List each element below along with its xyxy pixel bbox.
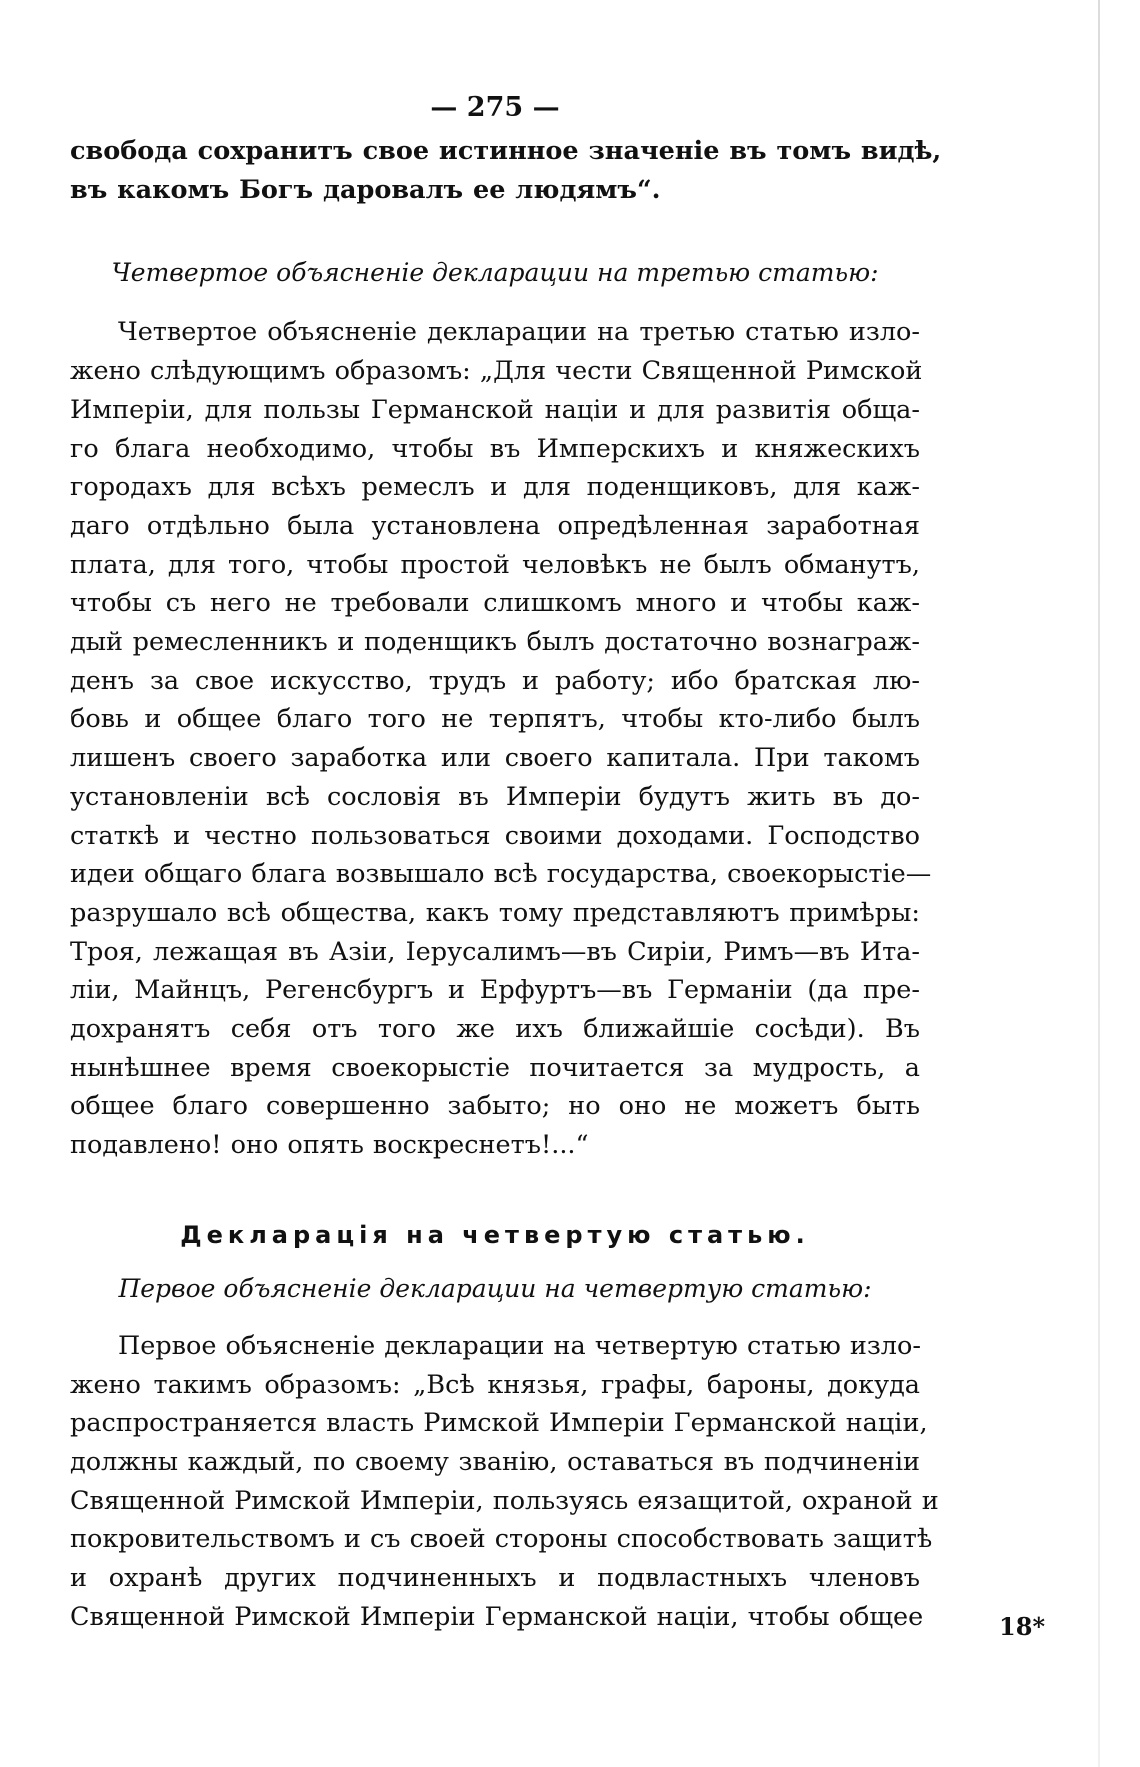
text-line: и охранѣ других подчиненныхъ и подвластныхъ членовъ bbox=[70, 1563, 920, 1594]
text-line: покровительствомъ и съ своей стороны способствовать защитѣ bbox=[70, 1524, 933, 1555]
text-line: Имперіи, для пользы Германской націи и для развитія обща- bbox=[70, 394, 920, 425]
text-line: жено такимъ образомъ: „Всѣ князья, графы, бароны, докуда bbox=[70, 1369, 920, 1400]
text-line: дый ремесленникъ и поденщикъ былъ достаточно вознаграж- bbox=[70, 627, 920, 658]
text-line: жено слѣдующимъ образомъ: „Для чести Священной Римской bbox=[70, 356, 923, 387]
text-line: распространяется власть Римской Имперіи Германской націи, bbox=[70, 1408, 928, 1439]
text-line: нынѣшнее время своекорыстіе почитается за мудрость, а bbox=[70, 1052, 920, 1083]
text-line: денъ за свое искусство, трудъ и работу; ибо братская лю- bbox=[70, 665, 920, 696]
subheading-fourth-article: Первое объясненіе декларации на четвертую статью: bbox=[118, 1273, 872, 1303]
text-line: общее благо совершенно забыто; но оно не можетъ быть bbox=[70, 1091, 920, 1122]
text-line: Священной Римской Имперіи Германской націи, чтобы общее bbox=[70, 1601, 924, 1632]
text-line: установленіи всѣ сословія въ Имперіи будутъ жить въ до- bbox=[70, 781, 920, 812]
text-line: Четвертое объясненіе декларации на третью статью изло- bbox=[118, 317, 920, 348]
paragraph-first-explanation bbox=[70, 1327, 939, 1637]
section-title-fourth-article: Декларація на четвертую статью. bbox=[180, 1220, 810, 1249]
text-line: Троя, лежащая въ Азіи, Іерусалимъ—въ Сиріи, Римъ—въ Ита- bbox=[70, 936, 920, 967]
text-line: подавлено! оно опять воскреснетъ!...“ bbox=[70, 1130, 589, 1161]
text-line: должны каждый, по своему званію, оставаться въ подчиненіи bbox=[70, 1446, 920, 1477]
text-line: дохранятъ себя отъ того же ихъ ближайшіе сосѣди). Въ bbox=[70, 1014, 920, 1045]
text-line: чтобы съ него не требовали слишкомъ много и чтобы каж- bbox=[70, 588, 920, 619]
text-line: даго отдѣльно была установлена опредѣленная заработная bbox=[70, 510, 920, 541]
subheading-third-article: Четвертое объясненіе декларации на третью статью: bbox=[111, 258, 879, 288]
paragraph-fourth-explanation bbox=[70, 313, 932, 1164]
text-line: въ какомъ Богъ даровалъ ее людямъ“. bbox=[70, 174, 661, 205]
text-line: ліи, Майнцъ, Регенсбургъ и Ерфуртъ—въ Германіи (да пре- bbox=[70, 975, 920, 1006]
text-line: лишенъ своего заработка или своего капитала. При такомъ bbox=[70, 743, 920, 774]
text-line: городахъ для всѣхъ ремеслъ и для поденщиковъ, для каж- bbox=[70, 472, 920, 503]
text-line: Первое объясненіе декларации на четвертую статью изло- bbox=[118, 1330, 921, 1361]
text-line: бовь и общее благо того не терпятъ, чтобы кто-либо былъ bbox=[70, 704, 920, 735]
page-edge-shadow bbox=[1098, 0, 1100, 1767]
text-line: го блага необходимо, чтобы въ Имперскихъ и княжескихъ bbox=[70, 433, 920, 464]
text-line: плата, для того, чтобы простой человѣкъ не былъ обманутъ, bbox=[70, 549, 920, 580]
book-page bbox=[70, 90, 942, 1740]
text-line: Священной Римской Имперіи, пользуясь еязащитой, охраной и bbox=[70, 1485, 939, 1516]
text-line: статкѣ и честно пользоваться своими доходами. Господство bbox=[70, 820, 920, 851]
text-line: идеи общаго блага возвышало всѣ государства, своекорыстіе— bbox=[70, 859, 932, 890]
signature-mark: 18* bbox=[999, 1612, 1045, 1641]
text-line: свобода сохранитъ свое истинное значеніе въ томъ видѣ, bbox=[70, 136, 942, 166]
top-paragraph bbox=[70, 132, 942, 209]
page-number: — 275 — bbox=[430, 92, 560, 123]
text-line: разрушало всѣ общества, какъ тому представляютъ примѣры: bbox=[70, 897, 920, 928]
